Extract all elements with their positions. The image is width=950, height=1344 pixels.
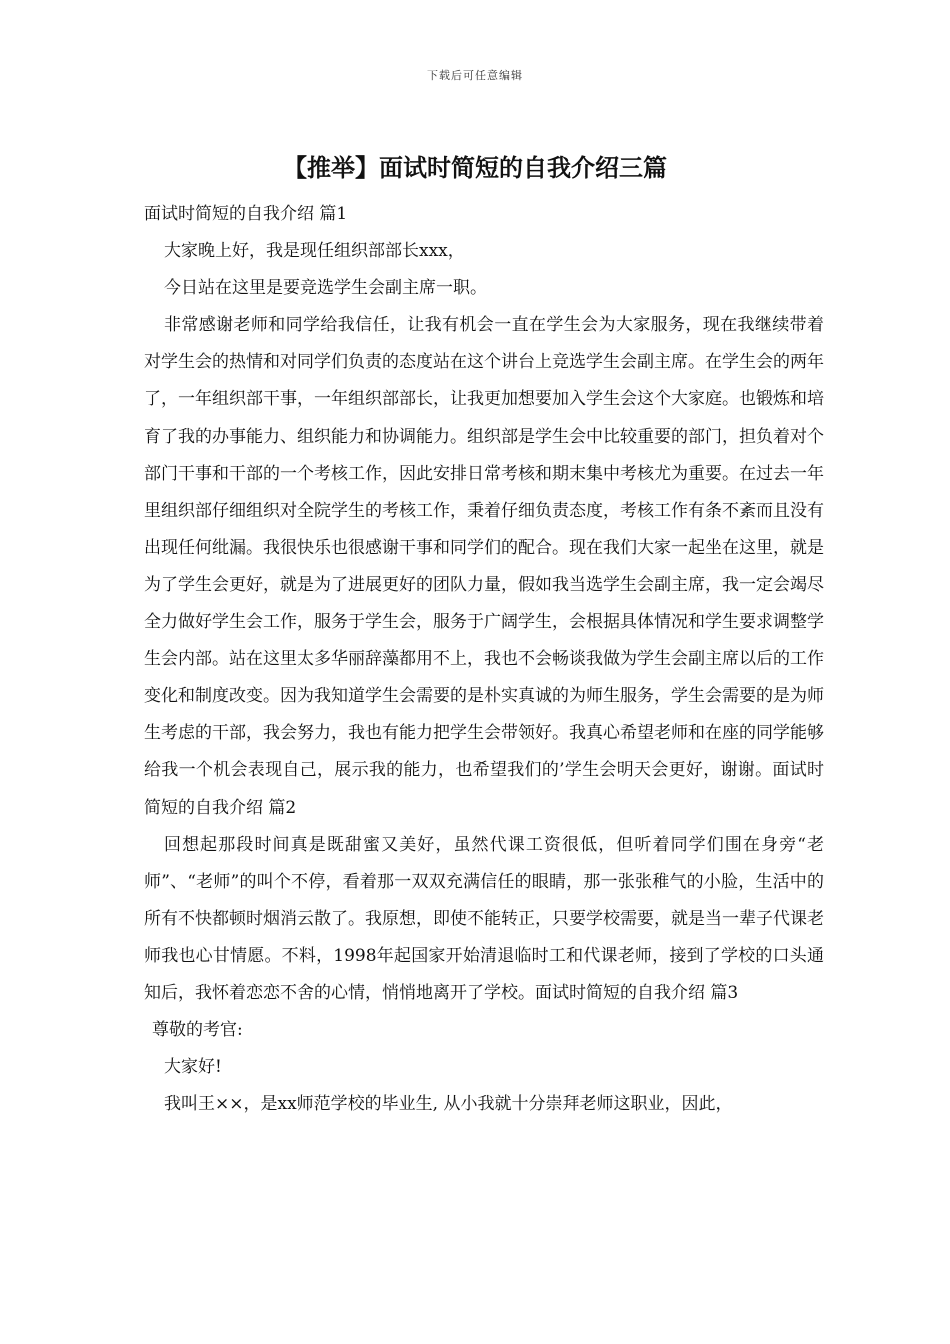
document-body — [144, 196, 824, 1123]
paragraph: 非常感谢老师和同学给我信任，让我有机会一直在学生会为大家服务，现在我继续带着对学生会的热情和对同学们负责的态度站在这个讲台上竞选学生会副主席。在学生会的两年了，一年组织部干事，一年组织部部长，让我更加想要加入学生会这个大家庭。也锻炼和培育了我的办事能力、组织能力和协调能力。组织部是学生会中比较重要的部门，担负着对个部门干事和干部的一个考核工作，因此安排日常考核和期末集中考核尤为重要。在过去一年里组织部仔细组织对全院学生的考核工作，秉着仔细负责态度，考核工作有条不紊而且没有出现任何纰漏。我很快乐也很感谢干事和同学们的配合。现在我们大家一起坐在这里，就是为了学生会更好，就是为了进展更好的团队力量，假如我当选学生会副主席，我一定会竭尽全力做好学生会工作，服务于学生会，服务于广阔学生，会根据具体情况和学生要求调整学生会内部。站在这里太多华丽辞藻都用不上，我也不会畅谈我做为学生会副主席以后的工作变化和制度改变。因为我知道学生会需要的是朴实真诚的为师生服务，学生会需要的是为师生考虑的干部，我会努力，我也有能力把学生会带领好。我真心希望老师和在座的同学能够给我一个机会表现自己，展示我的能力，也希望我们的’学生会明天会更好，谢谢。面试时简短的自我介绍 篇2 — [144, 315, 824, 818]
paragraph: 大家好! — [164, 1057, 222, 1078]
section-heading: 面试时简短的自我介绍 篇1 — [144, 204, 348, 224]
paragraph: 尊敬的考官: — [152, 1020, 243, 1041]
page-header-note: 下载后可任意编辑 — [427, 69, 523, 82]
paragraph: 我叫王××，是xx师范学校的毕业生, 从小我就十分崇拜老师这职业，因此， — [164, 1094, 733, 1115]
paragraph: 今日站在这里是要竞选学生会副主席一职。 — [164, 278, 487, 299]
document-title: 【推举】面试时简短的自我介绍三篇 — [283, 153, 667, 182]
paragraph: 回想起那段时间真是既甜蜜又美好，虽然代课工资很低，但听着同学们围在身旁“老师”、“老师”的叫个不停，看着那一双双充满信任的眼睛，那一张张稚气的小脸，生活中的所有不快都顿时烟消云散了。我原想，即使不能转正，只要学校需要，就是当一辈子代课老师我也心甘情愿。不料，1998年起国家开始清退临时工和代课老师，接到了学校的口头通知后，我怀着恋恋不舍的心情，悄悄地离开了学校。面试时简短的自我介绍 篇3 — [144, 834, 824, 1003]
paragraph: 大家晚上好，我是现任组织部部长xxx， — [164, 241, 465, 262]
